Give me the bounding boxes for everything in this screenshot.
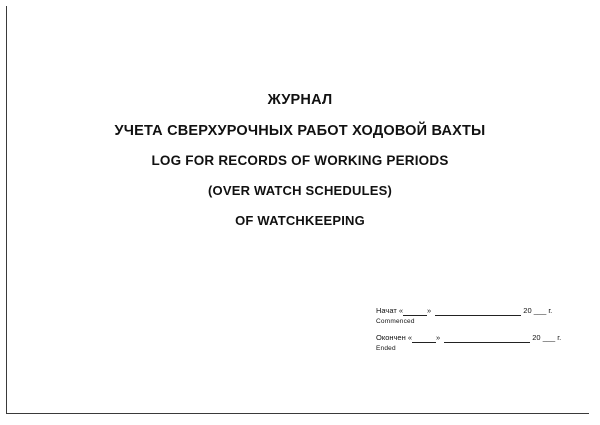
page-subtitle-en-2: OF WATCHKEEPING xyxy=(235,213,365,228)
commenced-row xyxy=(376,306,576,316)
page-edge-top xyxy=(6,6,589,7)
commenced-year: 20 ___ г. xyxy=(523,306,553,315)
ended-month-blank xyxy=(444,335,530,343)
page-title: ЖУРНАЛ xyxy=(267,92,333,108)
ended-year: 20 ___ г. xyxy=(532,333,562,342)
commenced-quote-close: » xyxy=(427,306,434,315)
page-edge-bottom xyxy=(6,413,589,414)
commenced-day-blank xyxy=(403,308,427,316)
commencement-block xyxy=(376,306,576,360)
title-block xyxy=(0,92,600,229)
commenced-label-en: Commenced xyxy=(376,318,415,325)
ended-label-ru: Окончен « xyxy=(376,333,412,342)
ended-row xyxy=(376,333,576,343)
commenced-month-blank xyxy=(435,308,521,316)
page-subtitle-ru: УЧЕТА СВЕРХУРОЧНЫХ РАБОТ ХОДОВОЙ ВАХТЫ xyxy=(114,123,486,139)
page-title-en: LOG FOR RECORDS OF WORKING PERIODS xyxy=(151,153,449,168)
ended-label-en: Ended xyxy=(376,345,396,352)
ended-day-blank xyxy=(412,335,436,343)
ended-quote-close: » xyxy=(436,333,443,342)
commenced-label-ru: Начат « xyxy=(376,306,404,315)
page-subtitle-en-1: (OVER WATCH SCHEDULES) xyxy=(208,183,392,198)
